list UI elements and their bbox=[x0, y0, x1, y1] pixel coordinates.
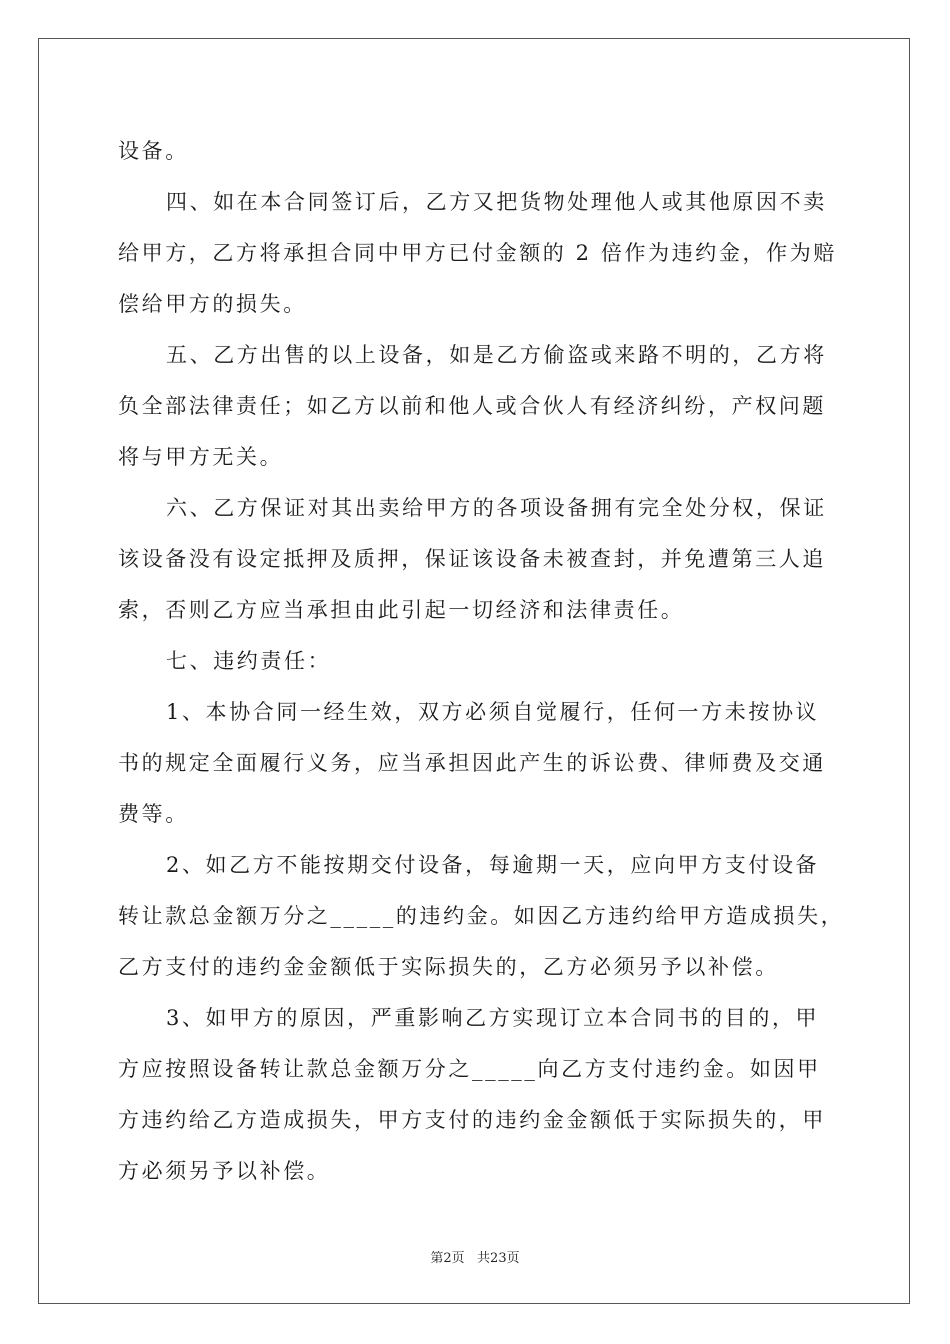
body-line: 费等。 bbox=[118, 802, 189, 826]
body-line: 转让款总金额万分之_____的违约金。如因乙方违约给甲方造成损失， bbox=[118, 904, 845, 928]
body-line: 五、乙方出售的以上设备，如是乙方偷盗或来路不明的，乙方将 bbox=[166, 343, 827, 367]
body-line: 书的规定全面履行义务，应当承担因此产生的诉讼费、律师费及交通 bbox=[118, 751, 826, 775]
body-line: 该设备没有设定抵押及质押，保证该设备未被查封，并免遭第三人追 bbox=[118, 547, 826, 571]
body-line: 方应按照设备转让款总金额万分之_____向乙方支付违约金。如因甲 bbox=[118, 1057, 821, 1081]
body-line: 将与甲方无关。 bbox=[118, 445, 284, 469]
document-body bbox=[118, 126, 845, 1197]
body-line: 负全部法律责任；如乙方以前和他人或合伙人有经济纠纷，产权问题 bbox=[118, 394, 826, 418]
body-line: 2、如乙方不能按期交付设备，每逾期一天，应向甲方支付设备 bbox=[166, 853, 820, 877]
page-number: 第2页 共23页 bbox=[430, 1251, 520, 1266]
body-line: 偿给甲方的损失。 bbox=[118, 292, 307, 316]
body-line: 给甲方，乙方将承担合同中甲方已付金额的 2 倍作为违约金，作为赔 bbox=[118, 241, 837, 265]
body-line: 六、乙方保证对其出卖给甲方的各项设备拥有完全处分权，保证 bbox=[166, 496, 827, 520]
body-line: 索，否则乙方应当承担由此引起一切经济和法律责任。 bbox=[118, 598, 685, 622]
body-line: 1、本协合同一经生效，双方必须自觉履行，任何一方未按协议 bbox=[166, 700, 820, 724]
body-line: 方违约给乙方造成损失，甲方支付的违约金金额低于实际损失的，甲 bbox=[118, 1108, 826, 1132]
body-line: 乙方支付的违约金金额低于实际损失的，乙方必须另予以补偿。 bbox=[118, 955, 779, 979]
body-line: 四、如在本合同签订后，乙方又把货物处理他人或其他原因不卖 bbox=[166, 190, 827, 214]
body-line: 方必须另予以补偿。 bbox=[118, 1159, 331, 1183]
body-line: 3、如甲方的原因，严重影响乙方实现订立本合同书的目的，甲 bbox=[166, 1006, 820, 1030]
body-line: 设备。 bbox=[118, 139, 189, 163]
body-line: 七、违约责任： bbox=[166, 649, 332, 673]
